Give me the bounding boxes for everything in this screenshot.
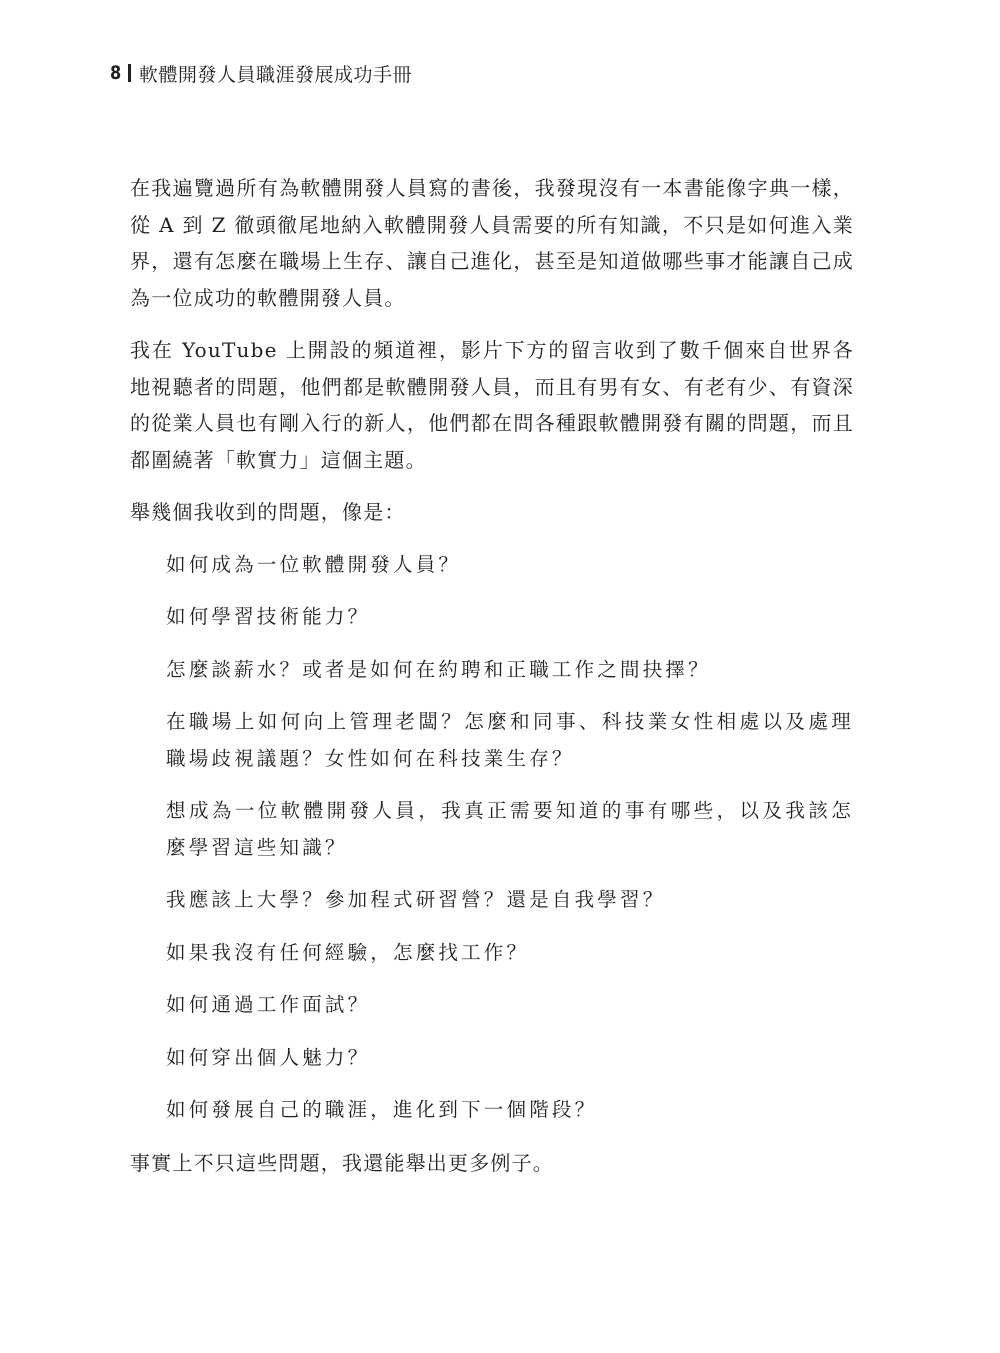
question-item: 我應該上大學？參加程式研習營？還是自我學習？ xyxy=(166,888,666,911)
question-item: 如何穿出個人魅力？ xyxy=(166,1045,371,1069)
question-item: 如何學習技術能力？ xyxy=(166,605,371,628)
page-number: 8 xyxy=(110,62,122,84)
question-item: 如何發展自己的職涯，進化到下一個階段？ xyxy=(166,1098,598,1121)
paragraph-questions-lead: 舉幾個我收到的問題，像是： xyxy=(130,500,406,524)
question-item: 怎麼談薪水？或者是如何在約聘和正職工作之間抉擇？ xyxy=(166,657,711,681)
question-list xyxy=(130,547,854,1129)
page-body xyxy=(130,170,854,1181)
paragraph-youtube: 我在 YouTube 上開設的頻道裡，影片下方的留言收到了數千個來自世界各地視聽者的問題，他們都是軟體開發人員，而且有男有女、有老有少、有資深的從業人員也有剛入行的新人，他們都在問各種跟軟體開發有關的問題，而且都圍繞著「軟實力」這個主題。 xyxy=(130,338,854,472)
running-header xyxy=(110,58,412,88)
question-item: 在職場上如何向上管理老闆？怎麼和同事、科技業女性相處以及處理職場歧視議題？女性如何在科技業生存？ xyxy=(166,710,854,770)
question-item: 如何通過工作面試？ xyxy=(166,993,371,1016)
question-item: 想成為一位軟體開發人員，我真正需要知道的事有哪些，以及我該怎麼學習這些知識？ xyxy=(166,799,854,859)
question-item: 如果我沒有任何經驗，怎麼找工作？ xyxy=(166,940,530,964)
question-item: 如何成為一位軟體開發人員？ xyxy=(166,552,462,576)
paragraph-closing: 事實上不只這些問題，我還能舉出更多例子。 xyxy=(130,1150,554,1175)
paragraph-intro: 在我遍覽過所有為軟體開發人員寫的書後，我發現沒有一本書能像字典一樣，從 A 到 Z 徹頭徹尾地納入軟體開發人員需要的所有知識，不只是如何進入業界，還有怎麼在職場上生存、讓自己進化，甚至是知道做哪些事才能讓自己成為一位成功的軟體開發人員。 xyxy=(130,176,854,310)
book-title: 軟體開發人員職涯發展成功手冊 xyxy=(139,63,413,86)
header-divider xyxy=(128,64,131,82)
